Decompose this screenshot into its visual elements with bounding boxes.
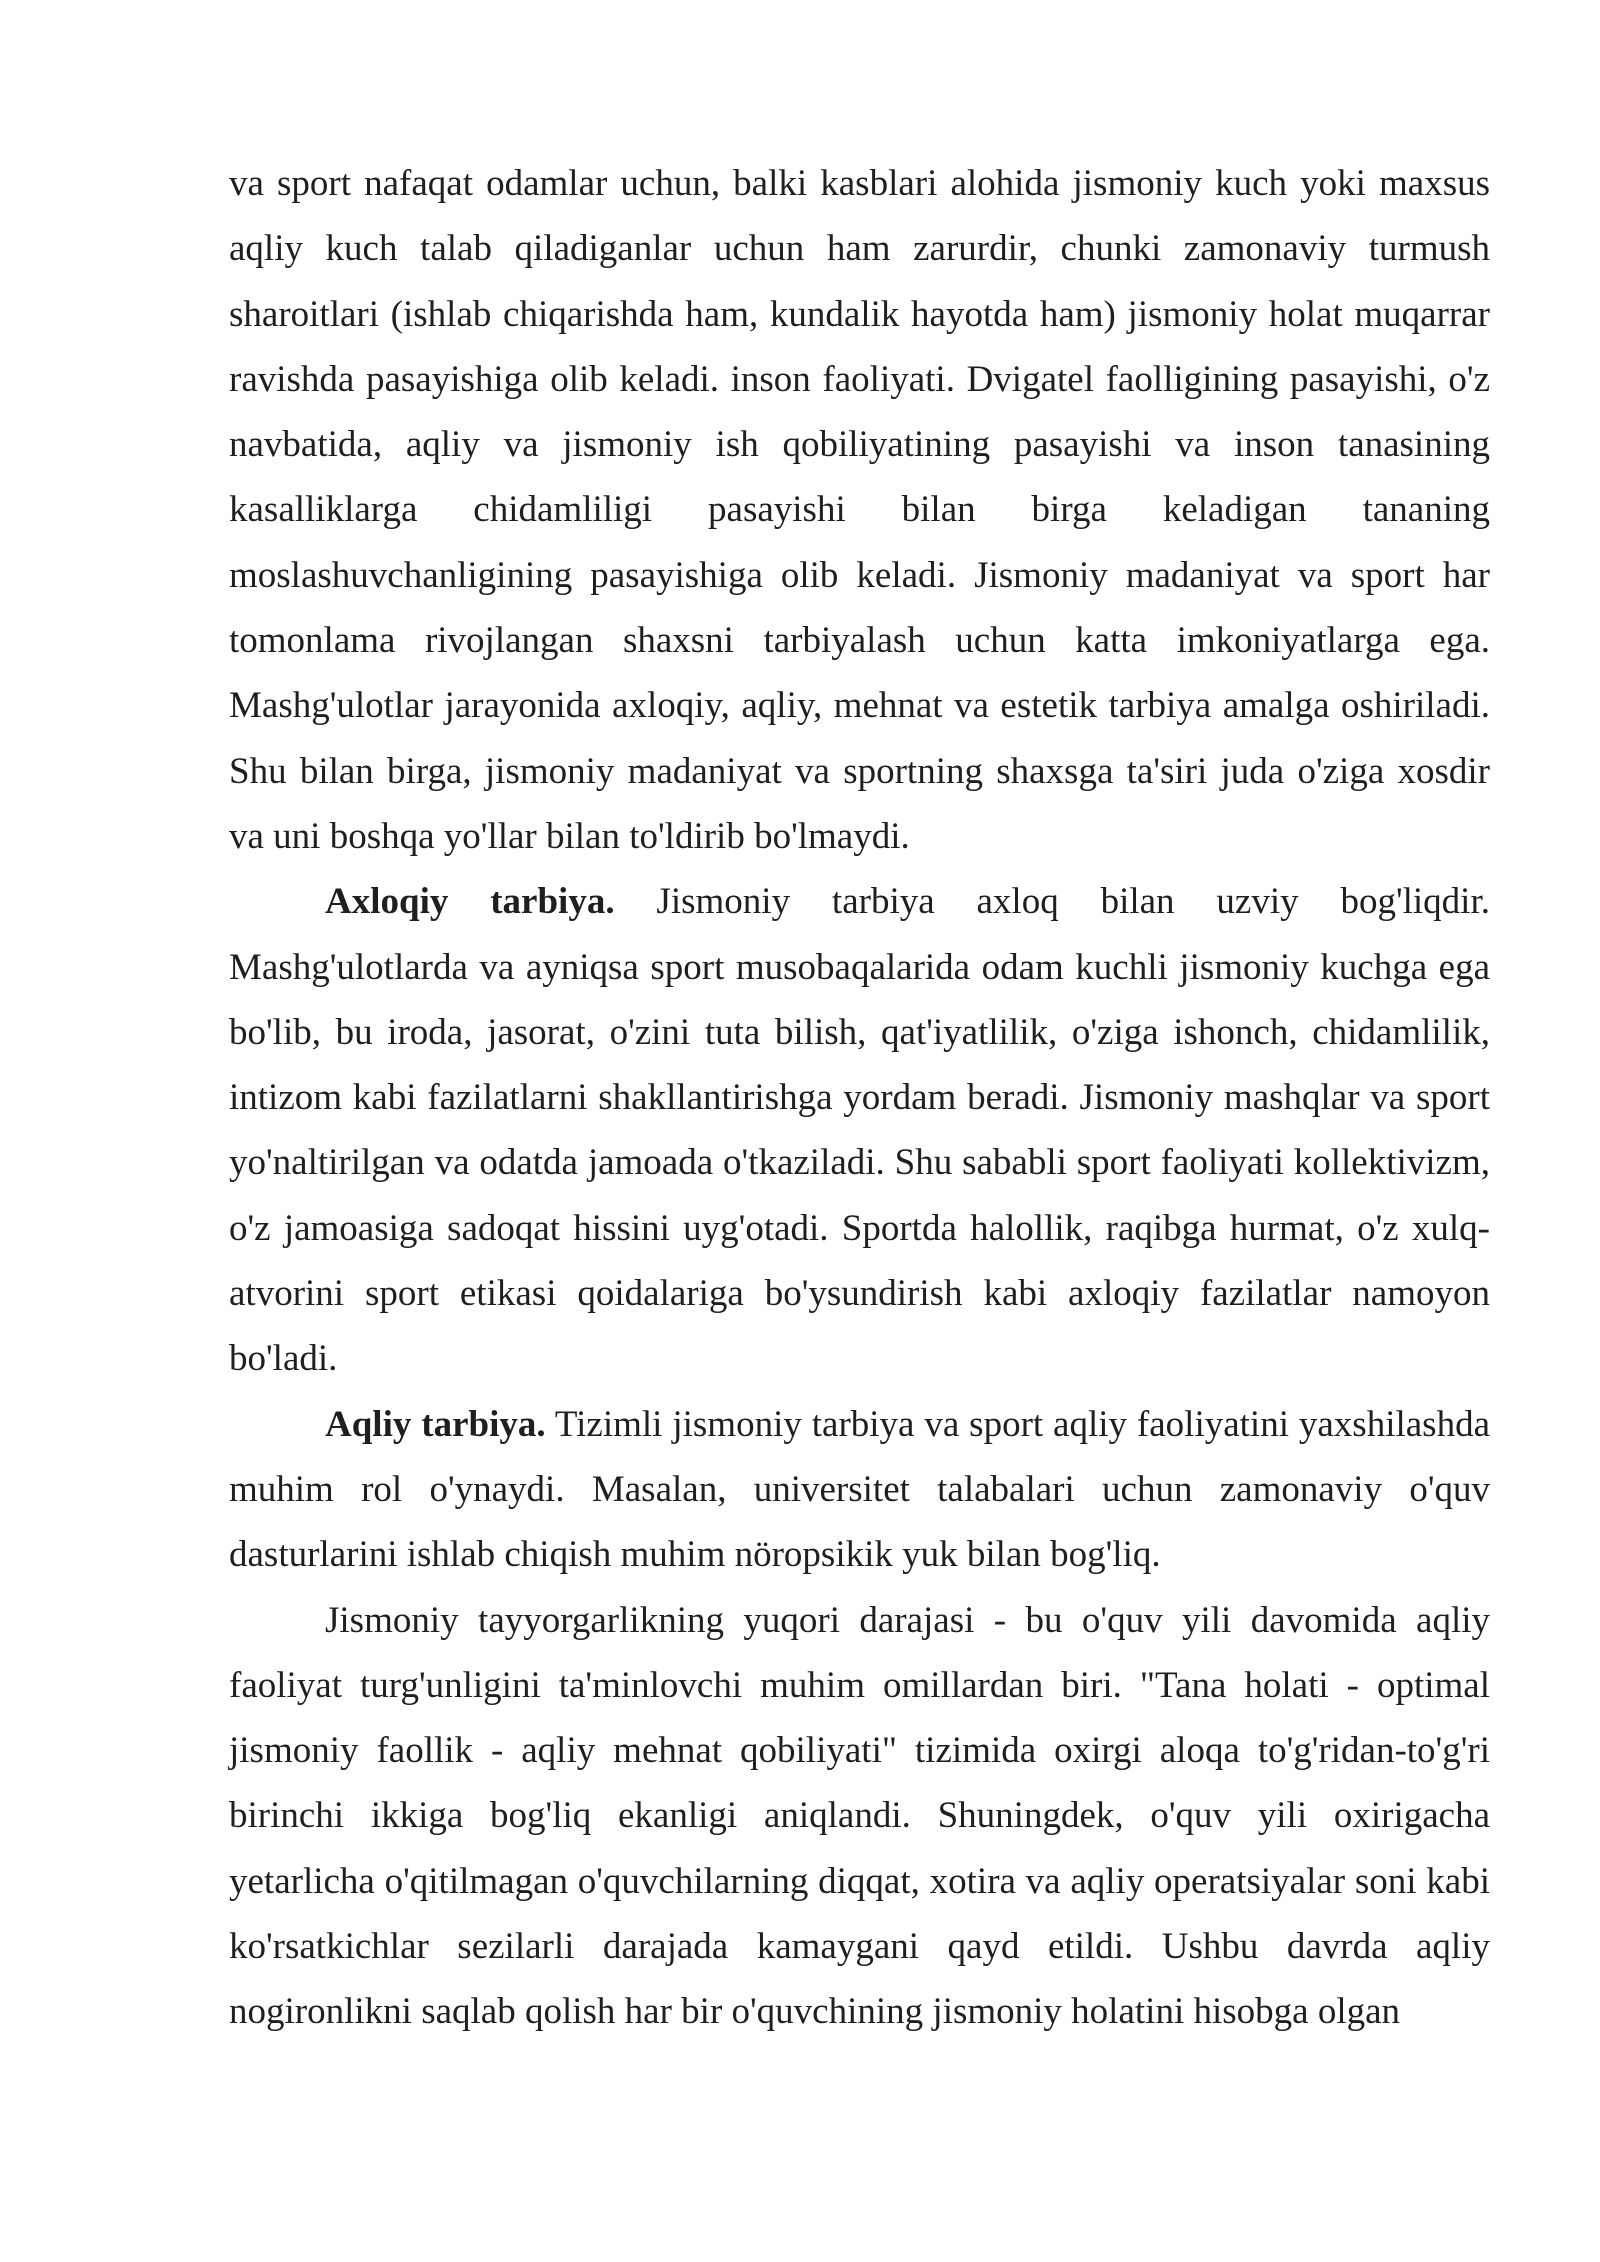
paragraph-intro — [229, 151, 1490, 869]
paragraph-moral-education — [229, 869, 1490, 1391]
paragraph-mental-education — [229, 1392, 1490, 1588]
section-heading-moral: Axloqiy tarbiya. — [325, 881, 615, 923]
paragraph-text: Jismoniy tarbiya axloq bilan uzviy bog'liqdir. Mashg'ulotlarda va ayniqsa sport musobaqalarida odam kuchli jismoniy kuchga ega bo'lib, bu iroda, jasorat, o'zini tuta bilish, qat'iyatlilik, o'ziga ishonch, chidamlilik, intizom kabi fazilatlarni shakllantirishga yordam beradi. Jismoniy mashqlar va sport yo'naltirilgan va odatda jamoada o'tkaziladi. Shu sababli sport faoliyati kollektivizm, o'z jamoasiga sadoqat hissini uyg'otadi. Sportda halollik, raqibga hurmat, o'z xulq-atvorini sport etikasi qoidalariga bo'ysundirish kabi axloqiy fazilatlar namoyon bo'ladi. — [229, 881, 1490, 1380]
document-page — [229, 151, 1490, 2045]
paragraph-physical-readiness — [229, 1588, 1490, 2045]
section-heading-mental: Aqliy tarbiya. — [325, 1403, 546, 1445]
paragraph-text: Tizimli jismoniy tarbiya va sport aqliy faoliyatini yaxshilashda muhim rol o'ynaydi. Masalan, universitet talabalari uchun zamonaviy o'quv dasturlarini ishlab chiqish muhim nöropsikik yuk bilan bog'liq. — [229, 1403, 1490, 1576]
paragraph-text: va sport nafaqat odamlar uchun, balki kasblari alohida jismoniy kuch yoki maxsus aqliy kuch talab qiladiganlar uchun ham zarurdir, chunki zamonaviy turmush sharoitlari (ishlab chiqarishda ham, kundalik hayotda ham) jismoniy holat muqarrar ravishda pasayishiga olib keladi. inson faoliyati. Dvigatel faolligining pasayishi, o'z navbatida, aqliy va jismoniy ish qobiliyatining pasayishi va inson tanasining kasalliklarga chidamliligi pasayishi bilan birga keladigan tananing moslashuvchanligining pasayishiga olib keladi. Jismoniy madaniyat va sport har tomonlama rivojlangan shaxsni tarbiyalash uchun katta imkoniyatlarga ega. Mashg'ulotlar jarayonida axloqiy, aqliy, mehnat va estetik tarbiya amalga oshiriladi. Shu bilan birga, jismoniy madaniyat va sportning shaxsga ta'siri juda o'ziga xosdir va uni boshqa yo'llar bilan to'ldirib bo'lmaydi. — [229, 163, 1490, 857]
paragraph-text: Jismoniy tayyorgarlikning yuqori darajasi - bu o'quv yili davomida aqliy faoliyat turg'unligini ta'minlovchi muhim omillardan biri. "Tana holati - optimal jismoniy faollik - aqliy mehnat qobiliyati" tizimida oxirgi aloqa to'g'ridan-to'g'ri birinchi ikkiga bog'liq ekanligi aniqlandi. Shuningdek, o'quv yili oxirigacha yetarlicha o'qitilmagan o'quvchilarning diqqat, xotira va aqliy operatsiyalar soni kabi ko'rsatkichlar sezilarli darajada kamaygani qayd etildi. Ushbu davrda aqliy nogironlikni saqlab qolish har bir o'quvchining jismoniy holatini hisobga olgan — [229, 1599, 1490, 2033]
